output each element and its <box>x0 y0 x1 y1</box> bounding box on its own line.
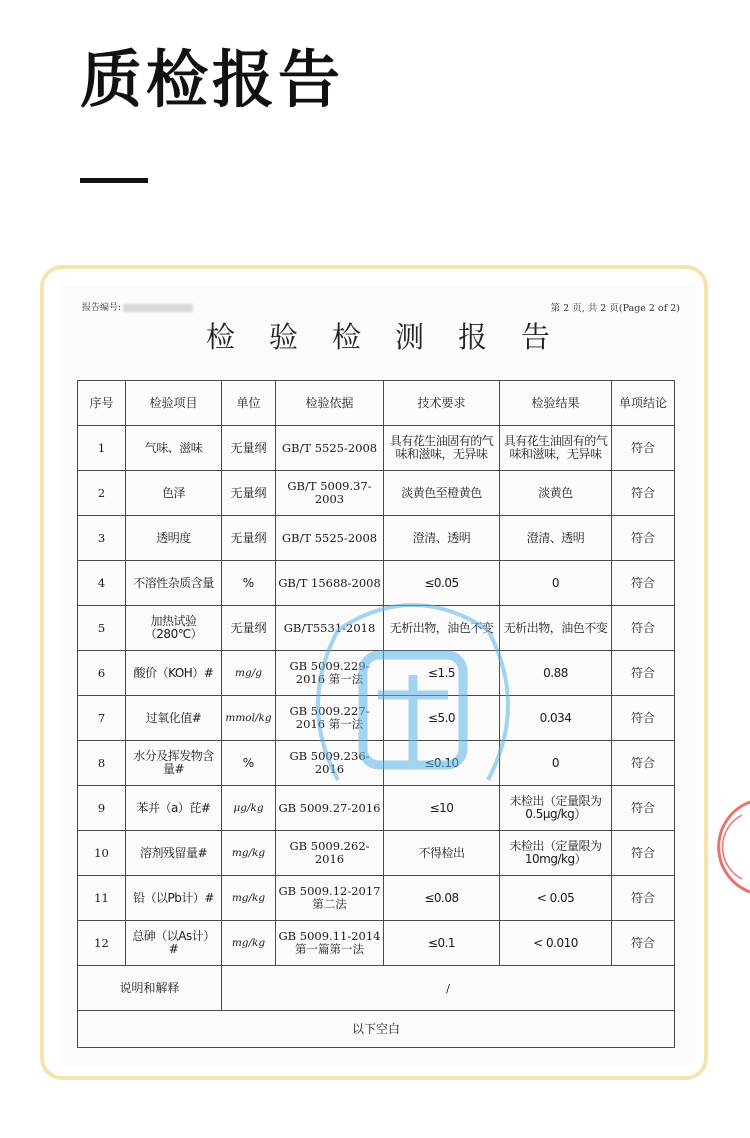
table-row <box>78 516 675 561</box>
cell-basis: GB/T 15688-2008 <box>276 561 384 606</box>
cell-conclusion: 符合 <box>612 651 675 696</box>
cell-conclusion: 符合 <box>612 921 675 966</box>
table-row <box>78 471 675 516</box>
header-unit: 单位 <box>222 381 276 426</box>
cell-result: 0 <box>500 741 612 786</box>
cell-result: 未检出（定量限为0.5μg/kg） <box>500 786 612 831</box>
cell-result: 澄清、透明 <box>500 516 612 561</box>
cell-basis: GB 5009.227-2016 第一法 <box>276 696 384 741</box>
remark-value: / <box>222 966 675 1011</box>
cell-basis: GB 5009.236-2016 <box>276 741 384 786</box>
cell-item: 加热试验（280℃） <box>126 606 222 651</box>
cell-requirement: ≤0.10 <box>384 741 500 786</box>
cell-unit: mg/kg <box>222 831 276 876</box>
cell-item: 总砷（以As计）# <box>126 921 222 966</box>
cell-no: 3 <box>78 516 126 561</box>
cell-basis: GB/T 5009.37-2003 <box>276 471 384 516</box>
blank-row <box>78 1011 675 1048</box>
cell-no: 12 <box>78 921 126 966</box>
cell-requirement: ≤10 <box>384 786 500 831</box>
cell-unit: mg/g <box>222 651 276 696</box>
remark-row <box>78 966 675 1011</box>
cell-basis: GB 5009.11-2014 第一篇第一法 <box>276 921 384 966</box>
cell-basis: GB 5009.262-2016 <box>276 831 384 876</box>
page-info: 第 2 页, 共 2 页(Page 2 of 2) <box>550 303 680 314</box>
cell-unit: % <box>222 741 276 786</box>
report-card <box>40 265 708 1080</box>
remark-label: 说明和解释 <box>78 966 222 1011</box>
cell-conclusion: 符合 <box>612 696 675 741</box>
cell-basis: GB/T5531-2018 <box>276 606 384 651</box>
cell-item: 过氧化值# <box>126 696 222 741</box>
table-row <box>78 921 675 966</box>
cell-conclusion: 符合 <box>612 831 675 876</box>
cell-no: 7 <box>78 696 126 741</box>
title-underline <box>80 178 148 183</box>
cell-item: 溶剂残留量# <box>126 831 222 876</box>
cell-result: 0.88 <box>500 651 612 696</box>
redacted-number <box>123 304 193 312</box>
table-row <box>78 831 675 876</box>
cell-requirement: ≤0.1 <box>384 921 500 966</box>
cell-unit: 无量纲 <box>222 516 276 561</box>
header-basis: 检验依据 <box>276 381 384 426</box>
table-row <box>78 876 675 921</box>
table-row <box>78 606 675 651</box>
report-document <box>60 285 696 1065</box>
cell-no: 11 <box>78 876 126 921</box>
cell-item: 水分及挥发物含量# <box>126 741 222 786</box>
cell-conclusion: 符合 <box>612 606 675 651</box>
cell-item: 酸价（KOH）# <box>126 651 222 696</box>
cell-requirement: ≤0.05 <box>384 561 500 606</box>
cell-unit: 无量纲 <box>222 606 276 651</box>
cell-item: 铅（以Pb计）# <box>126 876 222 921</box>
header-item: 检验项目 <box>126 381 222 426</box>
table-row <box>78 786 675 831</box>
cell-requirement: 具有花生油固有的气味和滋味，无异味 <box>384 426 500 471</box>
report-number <box>82 300 193 313</box>
blank-note: 以下空白 <box>78 1011 675 1048</box>
cell-basis: GB/T 5525-2008 <box>276 426 384 471</box>
cell-result: 0.034 <box>500 696 612 741</box>
cell-item: 透明度 <box>126 516 222 561</box>
table-row <box>78 696 675 741</box>
cell-conclusion: 符合 <box>612 516 675 561</box>
cell-result: 未检出（定量限为10mg/kg） <box>500 831 612 876</box>
cell-conclusion: 符合 <box>612 426 675 471</box>
cell-requirement: ≤1.5 <box>384 651 500 696</box>
cell-conclusion: 符合 <box>612 876 675 921</box>
cell-conclusion: 符合 <box>612 741 675 786</box>
cell-unit: μg/kg <box>222 786 276 831</box>
cell-no: 5 <box>78 606 126 651</box>
cell-unit: mg/kg <box>222 921 276 966</box>
cell-requirement: 澄清、透明 <box>384 516 500 561</box>
cell-result: 无析出物，油色不变 <box>500 606 612 651</box>
red-stamp <box>680 797 750 897</box>
cell-basis: GB 5009.229-2016 第一法 <box>276 651 384 696</box>
table-row <box>78 426 675 471</box>
cell-requirement: 不得检出 <box>384 831 500 876</box>
cell-result: 淡黄色 <box>500 471 612 516</box>
cell-conclusion: 符合 <box>612 561 675 606</box>
table-row <box>78 651 675 696</box>
header-conclusion: 单项结论 <box>612 381 675 426</box>
cell-unit: % <box>222 561 276 606</box>
cell-basis: GB/T 5525-2008 <box>276 516 384 561</box>
report-number-label: 报告编号: <box>82 303 122 313</box>
cell-requirement: 淡黄色至橙黄色 <box>384 471 500 516</box>
cell-unit: mg/kg <box>222 876 276 921</box>
cell-requirement: ≤0.08 <box>384 876 500 921</box>
test-results-table <box>77 380 675 1048</box>
cell-no: 1 <box>78 426 126 471</box>
cell-basis: GB 5009.27-2016 <box>276 786 384 831</box>
cell-requirement: 无析出物，油色不变 <box>384 606 500 651</box>
cell-item: 色泽 <box>126 471 222 516</box>
cell-item: 不溶性杂质含量 <box>126 561 222 606</box>
cell-basis: GB 5009.12-2017 第二法 <box>276 876 384 921</box>
cell-result: < 0.010 <box>500 921 612 966</box>
cell-no: 4 <box>78 561 126 606</box>
table-row <box>78 741 675 786</box>
cell-result: < 0.05 <box>500 876 612 921</box>
header-no: 序号 <box>78 381 126 426</box>
cell-conclusion: 符合 <box>612 471 675 516</box>
table-row <box>78 561 675 606</box>
header-requirement: 技术要求 <box>384 381 500 426</box>
cell-requirement: ≤5.0 <box>384 696 500 741</box>
cell-result: 具有花生油固有的气味和滋味，无异味 <box>500 426 612 471</box>
cell-conclusion: 符合 <box>612 786 675 831</box>
cell-item: 气味、滋味 <box>126 426 222 471</box>
cell-no: 10 <box>78 831 126 876</box>
cell-no: 6 <box>78 651 126 696</box>
document-title: 检验检测报告 <box>205 320 584 354</box>
header-result: 检验结果 <box>500 381 612 426</box>
cell-no: 2 <box>78 471 126 516</box>
cell-unit: 无量纲 <box>222 471 276 516</box>
cell-result: 0 <box>500 561 612 606</box>
table-header-row <box>78 381 675 426</box>
cell-unit: mmol/kg <box>222 696 276 741</box>
page-title: 质检报告 <box>80 43 345 116</box>
cell-no: 9 <box>78 786 126 831</box>
cell-item: 苯并（a）芘# <box>126 786 222 831</box>
cell-unit: 无量纲 <box>222 426 276 471</box>
cell-no: 8 <box>78 741 126 786</box>
